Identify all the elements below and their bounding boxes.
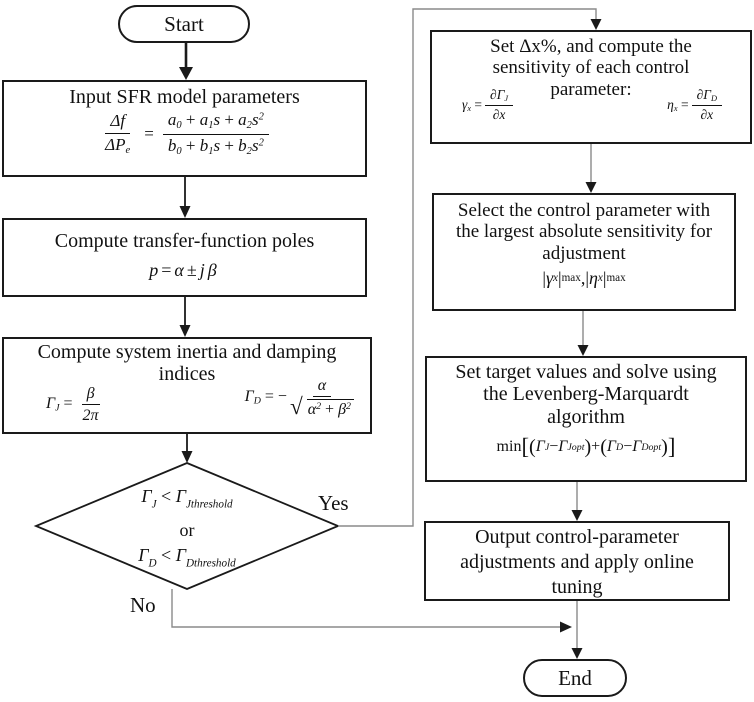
inertia-d-fraction [290, 376, 354, 419]
poles-formula: p = α ± jβ [149, 260, 220, 281]
radical-sign: √ [289, 393, 303, 420]
yes-label: Yes [318, 491, 349, 515]
sfr-equals: = [144, 124, 154, 144]
arrowhead-select-to-target [578, 345, 589, 356]
sensitivity-formula-row [432, 87, 750, 123]
arrowhead-inertia-to-decision [182, 451, 193, 463]
eta-lhs: ηx = [667, 97, 689, 113]
no-label: No [130, 593, 156, 617]
inertia-d-denominator [289, 393, 354, 420]
output-node [424, 521, 730, 601]
target-node [425, 356, 747, 482]
gamma-fraction [485, 87, 513, 123]
inertia-d-numerator: α [313, 376, 331, 397]
eta-fraction [692, 87, 722, 123]
decision-text [62, 483, 312, 576]
arrowhead-output-to-end [572, 648, 583, 659]
sfr-lhs-fraction [100, 111, 135, 157]
decision-condition-2: $\Gamma_D < \Gamma_{Dthreshold}$ [138, 544, 236, 570]
select-node [432, 193, 736, 311]
poles-title: Compute transfer-function poles [54, 230, 315, 252]
sensitivity-node [430, 30, 752, 144]
sensitivity-line3: parameter: [550, 78, 632, 100]
decision-or: or [179, 519, 195, 540]
select-line1: Select the control parameter with [457, 200, 711, 221]
sfr-rhs-fraction [163, 110, 269, 158]
select-line3: adjustment [542, 242, 626, 264]
output-line3: tuning [551, 576, 603, 598]
end-label: End [558, 665, 592, 690]
arrowhead-input-to-poles [180, 206, 191, 218]
start-node [118, 5, 250, 43]
select-line2: the largest absolute sensitivity for [455, 221, 713, 243]
poles-node [2, 218, 367, 297]
eta-formula [667, 87, 722, 123]
input-sfr-title: Input SFR model parameters [69, 86, 300, 108]
sfr-lhs-numerator: Δf [105, 111, 130, 133]
gamma-numerator: ∂ΓJ [485, 87, 513, 106]
arrowhead-start-to-input [179, 67, 193, 80]
start-label: Start [164, 11, 204, 36]
sfr-rhs-numerator: $a0 + a1s + a2s^2$ [163, 110, 269, 134]
inertia-node [2, 337, 372, 434]
inertia-formula-row [4, 370, 370, 425]
inertia-title-line2: indices [158, 363, 216, 386]
gamma-denominator: ∂x [492, 107, 506, 123]
arrowhead-no-join [560, 622, 572, 633]
output-line2: adjustments and apply online [460, 551, 694, 573]
sensitivity-line2: sensitivity of each control [492, 57, 690, 79]
select-formula: | γ x | max , | η x | max [542, 267, 626, 288]
sensitivity-line1: Set Δx%, and compute the [490, 36, 692, 57]
inertia-d-lhs: ΓD = − [244, 388, 287, 407]
eta-denominator: ∂x [700, 107, 714, 123]
target-line3: algorithm [547, 405, 625, 428]
input-sfr-node [2, 80, 367, 177]
end-node [523, 659, 627, 697]
inertia-j-numerator: β [82, 384, 100, 405]
inertia-title-line1: Compute system inertia and damping [37, 341, 337, 363]
sfr-rhs-denominator: $b0 + b1s + b2s^2$ [167, 135, 264, 157]
target-line2: the Levenberg-Marquardt [483, 383, 689, 406]
arrowhead-yes-to-sensitivity [591, 19, 602, 30]
decision-condition-1: $\Gamma_J < \Gamma_{Jthreshold}$ [141, 486, 233, 511]
target-line1: Set target values and solve using [455, 361, 717, 383]
arrowhead-target-to-output [572, 510, 583, 521]
gamma-formula [462, 87, 513, 123]
radicand: $\alpha^2 + \beta^2$ [307, 399, 354, 418]
inertia-j-fraction [78, 384, 104, 425]
sfr-formula [100, 110, 269, 158]
eta-numerator: ∂ΓD [692, 87, 722, 106]
sfr-lhs-denominator: ΔPe [105, 134, 131, 156]
arrowhead-poles-to-inertia [180, 325, 191, 337]
inertia-j-formula [46, 384, 104, 425]
output-line1: Output control-parameter [475, 526, 679, 548]
inertia-j-denominator: 2π [82, 406, 99, 424]
target-formula: min [ ( Γ J − Γ Jopt ) + ( Γ D − Γ Dopt ) ] [496, 434, 676, 460]
arrowhead-sensitivity-to-select [586, 182, 597, 193]
inertia-j-lhs: ΓJ = [46, 395, 73, 414]
inertia-d-formula [245, 370, 354, 425]
gamma-lhs: γx = [462, 97, 483, 113]
